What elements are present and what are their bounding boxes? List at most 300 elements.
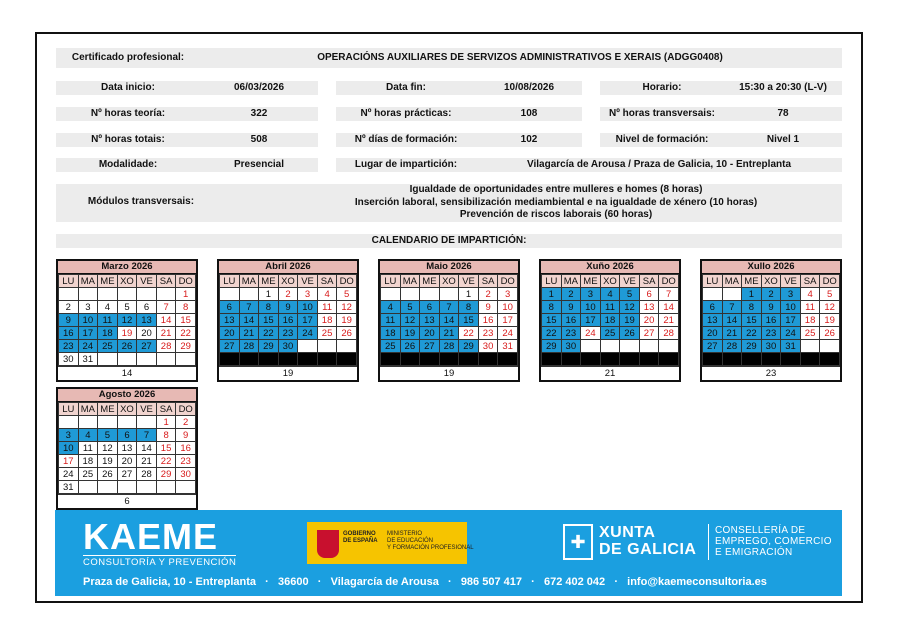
empty-cell (581, 353, 601, 366)
weekday-header: DO (498, 275, 518, 288)
dias-formacion-value: 102 (476, 133, 582, 147)
empty-cell (98, 416, 118, 429)
dias-formacion-label: Nº días de formación: (336, 133, 476, 147)
month-total: 6 (58, 494, 196, 508)
weekday-header: LU (59, 403, 79, 416)
contact-line: Praza de Galicia, 10 - Entreplanta · 36600 · Vilagarcía de Arousa · 986 507 417 · 672 402 042 · info@kaemeconsultoria.es (83, 576, 767, 588)
day-cell: 17 (59, 455, 79, 468)
modulo-item: Prevención de riscos laborais (60 horas) (459, 209, 653, 220)
empty-cell (400, 288, 420, 301)
day-cell: 31 (781, 340, 801, 353)
modulos-list (276, 184, 836, 222)
day-cell: 27 (703, 340, 723, 353)
day-cell: 25 (381, 340, 401, 353)
empty-cell (337, 340, 357, 353)
empty-cell (781, 353, 801, 366)
day-cell: 14 (722, 314, 742, 327)
day-cell: 14 (659, 301, 679, 314)
day-cell: 7 (439, 301, 459, 314)
day-cell: 2 (761, 288, 781, 301)
day-cell: 17 (298, 314, 318, 327)
empty-cell (137, 288, 157, 301)
day-cell: 8 (176, 301, 196, 314)
day-cell: 2 (278, 288, 298, 301)
day-cell: 16 (278, 314, 298, 327)
day-cell: 21 (137, 455, 157, 468)
empty-cell (620, 353, 640, 366)
weekday-header: ME (259, 275, 279, 288)
day-cell: 29 (459, 340, 479, 353)
day-cell: 19 (117, 327, 137, 340)
month-total: 21 (541, 366, 679, 380)
day-cell: 16 (478, 314, 498, 327)
day-cell: 24 (498, 327, 518, 340)
day-cell: 16 (561, 314, 581, 327)
day-cell: 24 (78, 340, 98, 353)
day-cell: 2 (176, 416, 196, 429)
empty-cell (581, 340, 601, 353)
day-cell: 6 (639, 288, 659, 301)
day-cell: 15 (176, 314, 196, 327)
kaeme-logo: KAEME (83, 516, 219, 557)
day-cell: 26 (820, 327, 840, 340)
day-cell: 20 (220, 327, 240, 340)
day-cell: 12 (337, 301, 357, 314)
data-fin-label: Data fin: (336, 81, 476, 95)
day-cell: 14 (156, 314, 176, 327)
empty-cell (439, 353, 459, 366)
day-cell: 1 (542, 288, 562, 301)
day-cell: 26 (98, 468, 118, 481)
day-cell: 8 (742, 301, 762, 314)
weekday-header: LU (220, 275, 240, 288)
day-cell: 3 (781, 288, 801, 301)
weekday-header: LU (542, 275, 562, 288)
month-title: Xullo 2026 (702, 261, 840, 274)
day-cell: 30 (278, 340, 298, 353)
weekday-header: ME (98, 403, 118, 416)
day-cell: 20 (117, 455, 137, 468)
day-cell: 1 (742, 288, 762, 301)
day-cell: 25 (317, 327, 337, 340)
empty-cell (298, 340, 318, 353)
day-cell: 12 (98, 442, 118, 455)
empty-cell (137, 481, 157, 494)
day-cell: 25 (98, 340, 118, 353)
day-cell: 13 (420, 314, 440, 327)
empty-cell (137, 416, 157, 429)
weekday-header: XO (600, 275, 620, 288)
empty-cell (220, 288, 240, 301)
footer-banner (55, 510, 842, 596)
empty-cell (239, 288, 259, 301)
horario-label: Horario: (600, 81, 724, 95)
weekday-header: MA (78, 403, 98, 416)
month-total: 14 (58, 366, 196, 380)
empty-cell (420, 288, 440, 301)
empty-cell (381, 288, 401, 301)
day-cell: 3 (78, 301, 98, 314)
day-cell: 20 (137, 327, 157, 340)
xunta-name: XUNTA DE GALICIA (599, 524, 697, 558)
calendar-title: CALENDARIO DE IMPARTICIÓN: (56, 234, 842, 248)
data-inicio-label: Data inicio: (56, 81, 200, 95)
horas-practicas-label: Nº horas prácticas: (336, 107, 476, 121)
day-cell: 15 (156, 442, 176, 455)
spain-shield-icon (315, 528, 341, 560)
day-cell: 16 (176, 442, 196, 455)
day-cell: 28 (156, 340, 176, 353)
empty-cell (639, 353, 659, 366)
lugar-label: Lugar de impartición: (336, 158, 476, 172)
empty-cell (722, 288, 742, 301)
day-cell: 12 (400, 314, 420, 327)
weekday-header: MA (561, 275, 581, 288)
day-cell: 28 (137, 468, 157, 481)
day-cell: 29 (259, 340, 279, 353)
day-cell: 27 (117, 468, 137, 481)
day-cell: 3 (298, 288, 318, 301)
day-cell: 27 (137, 340, 157, 353)
weekday-header: SA (156, 275, 176, 288)
empty-cell (78, 481, 98, 494)
weekday-header: ME (742, 275, 762, 288)
empty-cell (381, 353, 401, 366)
horas-totais-value: 508 (200, 133, 318, 147)
day-cell: 28 (722, 340, 742, 353)
day-cell: 11 (98, 314, 118, 327)
empty-cell (459, 353, 479, 366)
day-cell: 18 (78, 455, 98, 468)
weekday-header: LU (703, 275, 723, 288)
empty-cell (59, 288, 79, 301)
day-cell: 31 (498, 340, 518, 353)
empty-cell (298, 353, 318, 366)
empty-cell (703, 353, 723, 366)
modalidade-value: Presencial (200, 158, 318, 172)
day-cell: 12 (117, 314, 137, 327)
empty-cell (59, 416, 79, 429)
empty-cell (439, 288, 459, 301)
weekday-header: SA (800, 275, 820, 288)
day-cell: 4 (800, 288, 820, 301)
day-cell: 23 (278, 327, 298, 340)
day-cell: 23 (761, 327, 781, 340)
day-cell: 7 (156, 301, 176, 314)
day-cell: 23 (478, 327, 498, 340)
day-cell: 14 (137, 442, 157, 455)
day-cell: 11 (381, 314, 401, 327)
day-cell: 15 (459, 314, 479, 327)
day-cell: 25 (600, 327, 620, 340)
day-cell: 1 (259, 288, 279, 301)
conselleria-text: CONSELLERÍA DE EMPREGO, COMERCIO E EMIGRACIÓN (715, 525, 832, 558)
day-cell: 2 (478, 288, 498, 301)
weekday-header: MA (78, 275, 98, 288)
empty-cell (820, 340, 840, 353)
day-cell: 24 (59, 468, 79, 481)
empty-cell (156, 353, 176, 366)
day-cell: 2 (59, 301, 79, 314)
day-cell: 8 (259, 301, 279, 314)
day-cell: 1 (176, 288, 196, 301)
empty-cell (176, 353, 196, 366)
day-cell: 7 (659, 288, 679, 301)
day-cell: 8 (459, 301, 479, 314)
day-cell: 2 (561, 288, 581, 301)
day-cell: 30 (761, 340, 781, 353)
empty-cell (722, 353, 742, 366)
day-cell: 3 (498, 288, 518, 301)
empty-cell (156, 481, 176, 494)
day-cell: 8 (156, 429, 176, 442)
day-cell: 5 (98, 429, 118, 442)
horas-teoria-label: Nº horas teoría: (56, 107, 200, 121)
weekday-header: SA (156, 403, 176, 416)
xunta-separator (708, 524, 709, 560)
horas-transversais-value: 78 (724, 107, 842, 121)
day-cell: 9 (278, 301, 298, 314)
day-cell: 6 (220, 301, 240, 314)
modulo-item: Inserción laboral, sensibilización mediambiental e na igualdade de xénero (10 horas) (354, 196, 758, 208)
gobierno-logo (307, 522, 474, 564)
day-cell: 24 (298, 327, 318, 340)
empty-cell (639, 340, 659, 353)
month-calendar (56, 387, 198, 510)
day-cell: 10 (59, 442, 79, 455)
empty-cell (542, 353, 562, 366)
empty-cell (420, 353, 440, 366)
day-cell: 26 (117, 340, 137, 353)
ministerio-text: MINISTERIO DE EDUCACIÓN Y FORMACIÓN PROFESIONAL (387, 531, 474, 551)
empty-cell (278, 353, 298, 366)
weekday-header: LU (59, 275, 79, 288)
day-cell: 17 (498, 314, 518, 327)
weekday-header: DO (337, 275, 357, 288)
day-cell: 10 (78, 314, 98, 327)
empty-cell (600, 353, 620, 366)
weekday-header: SA (478, 275, 498, 288)
day-cell: 10 (781, 301, 801, 314)
day-cell: 15 (542, 314, 562, 327)
day-cell: 18 (381, 327, 401, 340)
weekday-header: ME (581, 275, 601, 288)
day-cell: 3 (581, 288, 601, 301)
weekday-header: MA (722, 275, 742, 288)
month-calendar (700, 259, 842, 382)
day-cell: 13 (137, 314, 157, 327)
day-cell: 11 (78, 442, 98, 455)
horas-practicas-value: 108 (476, 107, 582, 121)
day-cell: 28 (659, 327, 679, 340)
day-cell: 6 (703, 301, 723, 314)
day-cell: 5 (117, 301, 137, 314)
day-cell: 12 (820, 301, 840, 314)
empty-cell (337, 353, 357, 366)
day-cell: 13 (703, 314, 723, 327)
empty-cell (98, 481, 118, 494)
empty-cell (156, 288, 176, 301)
day-cell: 22 (259, 327, 279, 340)
day-cell: 20 (420, 327, 440, 340)
day-cell: 19 (337, 314, 357, 327)
month-total: 19 (219, 366, 357, 380)
day-cell: 30 (478, 340, 498, 353)
day-cell: 14 (439, 314, 459, 327)
month-calendar (56, 259, 198, 382)
horas-totais-label: Nº horas totais: (56, 133, 200, 147)
day-cell: 20 (639, 314, 659, 327)
day-cell: 19 (400, 327, 420, 340)
empty-cell (117, 288, 137, 301)
day-cell: 30 (176, 468, 196, 481)
day-cell: 23 (59, 340, 79, 353)
empty-cell (498, 353, 518, 366)
day-cell: 5 (620, 288, 640, 301)
day-cell: 30 (59, 353, 79, 366)
day-cell: 7 (722, 301, 742, 314)
empty-cell (620, 340, 640, 353)
empty-cell (761, 353, 781, 366)
empty-cell (137, 353, 157, 366)
nivel-formacion-label: Nivel de formación: (600, 133, 724, 147)
day-cell: 17 (781, 314, 801, 327)
day-cell: 11 (800, 301, 820, 314)
day-cell: 1 (156, 416, 176, 429)
day-cell: 25 (800, 327, 820, 340)
empty-cell (239, 353, 259, 366)
day-cell: 6 (420, 301, 440, 314)
day-cell: 20 (703, 327, 723, 340)
day-cell: 18 (317, 314, 337, 327)
day-cell: 19 (98, 455, 118, 468)
day-cell: 31 (59, 481, 79, 494)
empty-cell (478, 353, 498, 366)
weekday-header: DO (176, 275, 196, 288)
data-inicio-value: 06/03/2026 (200, 81, 318, 95)
day-cell: 4 (317, 288, 337, 301)
day-cell: 28 (439, 340, 459, 353)
empty-cell (561, 353, 581, 366)
xunta-logo (563, 522, 831, 566)
gobierno-text: GOBIERNO DE ESPAÑA (343, 531, 378, 544)
weekday-header: DO (176, 403, 196, 416)
horas-teoria-value: 322 (200, 107, 318, 121)
day-cell: 12 (620, 301, 640, 314)
day-cell: 21 (439, 327, 459, 340)
weekday-header: SA (317, 275, 337, 288)
day-cell: 10 (581, 301, 601, 314)
day-cell: 31 (78, 353, 98, 366)
day-cell: 9 (561, 301, 581, 314)
day-cell: 26 (620, 327, 640, 340)
day-cell: 1 (459, 288, 479, 301)
day-cell: 9 (478, 301, 498, 314)
empty-cell (117, 481, 137, 494)
day-cell: 18 (98, 327, 118, 340)
modulos-transversais (56, 184, 842, 222)
day-cell: 21 (239, 327, 259, 340)
weekday-header: DO (659, 275, 679, 288)
day-cell: 22 (459, 327, 479, 340)
weekday-header: MA (400, 275, 420, 288)
weekday-header: ME (98, 275, 118, 288)
day-cell: 21 (659, 314, 679, 327)
weekday-header: VE (620, 275, 640, 288)
day-cell: 24 (581, 327, 601, 340)
empty-cell (259, 353, 279, 366)
empty-cell (317, 340, 337, 353)
day-cell: 8 (542, 301, 562, 314)
empty-cell (117, 416, 137, 429)
modulos-label: Módulos transversais: (87, 196, 195, 207)
day-cell: 9 (59, 314, 79, 327)
weekday-header: VE (298, 275, 318, 288)
day-cell: 26 (400, 340, 420, 353)
day-cell: 22 (156, 455, 176, 468)
horario-value: 15:30 a 20:30 (L-V) (724, 81, 842, 95)
day-cell: 10 (498, 301, 518, 314)
modalidade-label: Modalidade: (56, 158, 200, 172)
empty-cell (117, 353, 137, 366)
day-cell: 9 (761, 301, 781, 314)
day-cell: 5 (820, 288, 840, 301)
empty-cell (317, 353, 337, 366)
month-title: Maio 2026 (380, 261, 518, 274)
modulo-item: Igualdade de oportunidades entre mulleres e homes (8 horas) (409, 184, 703, 195)
weekday-header: XO (117, 275, 137, 288)
day-cell: 27 (220, 340, 240, 353)
month-title: Marzo 2026 (58, 261, 196, 274)
day-cell: 6 (137, 301, 157, 314)
nivel-formacion-value: Nivel 1 (724, 133, 842, 147)
kaeme-tagline: CONSULTORÍA Y PREVENCIÓN (83, 557, 237, 568)
day-cell: 9 (176, 429, 196, 442)
day-cell: 19 (620, 314, 640, 327)
day-cell: 6 (117, 429, 137, 442)
weekday-header: XO (278, 275, 298, 288)
weekday-header: MA (239, 275, 259, 288)
weekday-header: XO (117, 403, 137, 416)
month-total: 19 (380, 366, 518, 380)
day-cell: 30 (561, 340, 581, 353)
weekday-header: VE (459, 275, 479, 288)
month-title: Agosto 2026 (58, 389, 196, 402)
empty-cell (800, 340, 820, 353)
empty-cell (600, 340, 620, 353)
month-calendar (378, 259, 520, 382)
empty-cell (220, 353, 240, 366)
month-calendar (539, 259, 681, 382)
weekday-header: XO (761, 275, 781, 288)
day-cell: 10 (298, 301, 318, 314)
day-cell: 13 (639, 301, 659, 314)
day-cell: 15 (259, 314, 279, 327)
day-cell: 13 (117, 442, 137, 455)
day-cell: 23 (561, 327, 581, 340)
day-cell: 22 (742, 327, 762, 340)
day-cell: 3 (59, 429, 79, 442)
day-cell: 18 (600, 314, 620, 327)
day-cell: 15 (742, 314, 762, 327)
day-cell: 22 (176, 327, 196, 340)
day-cell: 26 (337, 327, 357, 340)
day-cell: 22 (542, 327, 562, 340)
weekday-header: ME (420, 275, 440, 288)
day-cell: 13 (220, 314, 240, 327)
lugar-value: Vilagarcía de Arousa / Praza de Galicia, 10 - Entreplanta (476, 158, 842, 172)
day-cell: 4 (600, 288, 620, 301)
